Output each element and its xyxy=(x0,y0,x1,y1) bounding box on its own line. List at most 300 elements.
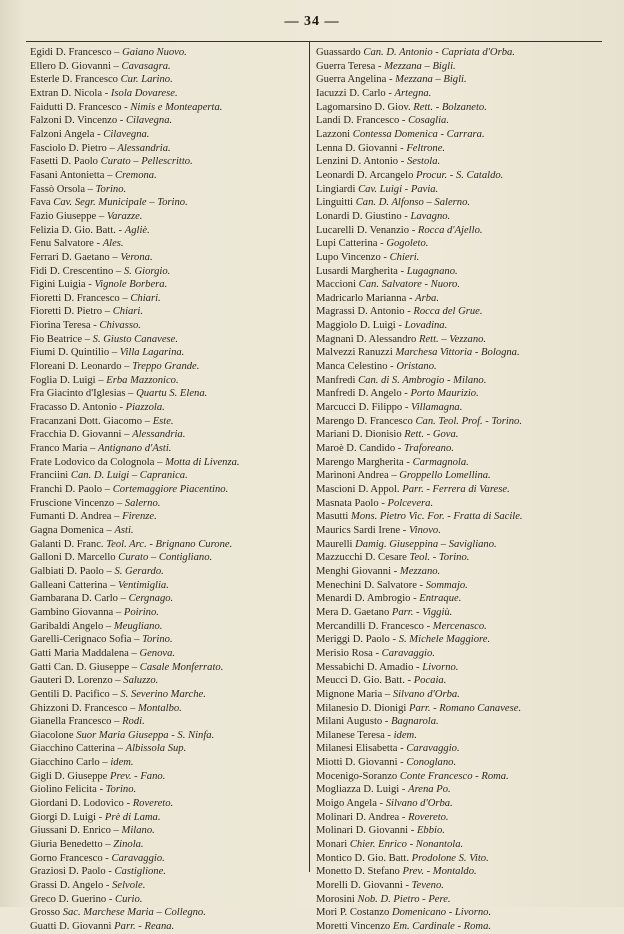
list-item xyxy=(30,633,306,647)
list-item xyxy=(316,319,604,333)
person-name: Gauteri D. Lorenzo – xyxy=(30,675,121,687)
list-item xyxy=(30,456,306,470)
place-name: Torino. xyxy=(105,784,137,796)
place-name: Bagnarola. xyxy=(391,716,439,728)
person-name: Manca Celestino - xyxy=(316,361,394,373)
list-item xyxy=(30,265,306,279)
person-name: Galbiati D. Paolo – xyxy=(30,565,112,577)
list-item xyxy=(30,374,306,388)
place-name: Ebbio. xyxy=(416,825,445,837)
person-name: Giolino Felicita - xyxy=(30,784,103,796)
person-name: Ferrari D. Gaetano – xyxy=(30,251,118,263)
list-item xyxy=(316,224,604,238)
list-item xyxy=(30,742,306,756)
person-name: Fiumi D. Quintilio – xyxy=(30,347,118,359)
person-name: Franchi D. Paolo – xyxy=(30,484,111,495)
list-item xyxy=(316,305,604,319)
list-item xyxy=(316,292,604,306)
list-item xyxy=(30,46,306,60)
right-column xyxy=(316,46,604,934)
person-name: Lupo Vincenzo - xyxy=(316,251,387,263)
place-name: Sestola. xyxy=(406,156,441,168)
list-item xyxy=(316,497,604,511)
person-name: Mocenigo-Soranzo xyxy=(316,770,398,782)
person-name: Mogliazza D. Luigi - xyxy=(316,784,406,796)
place-name: Selvole. xyxy=(112,880,146,892)
list-item xyxy=(30,770,306,784)
place-name: Alessandria. xyxy=(132,429,186,441)
person-name: Marcucci D. Filippo - xyxy=(316,402,409,414)
column-divider xyxy=(309,42,310,872)
place-name: Can. Salvatore - Nuoro. xyxy=(358,279,460,291)
person-name: Fracchia D. Giovanni – xyxy=(30,429,130,441)
place-name: S. Giusto Canavese. xyxy=(92,333,179,345)
place-name: Mons. Pietro Vic. For. - Fratta di Sacile. xyxy=(351,511,523,523)
person-name: Milanesi Elisabetta - xyxy=(316,743,404,755)
person-name: Gigli D. Giuseppe xyxy=(30,770,108,782)
place-name: Este. xyxy=(152,415,174,427)
list-item xyxy=(316,251,604,265)
place-name: Sommajo. xyxy=(425,579,468,591)
place-name: Villa Lagarina. xyxy=(119,347,185,359)
person-name: Foglia D. Luigi – xyxy=(30,374,104,386)
place-name: Em. Cardinale - Roma. xyxy=(392,921,492,932)
place-name: Vignole Borbera. xyxy=(94,279,168,291)
place-name: Mercenasco. xyxy=(432,620,487,632)
place-name: Torino. xyxy=(142,634,173,646)
list-item xyxy=(30,661,306,675)
place-name: Zinola. xyxy=(113,839,144,851)
place-name: Can. D. Alfonso – Salerno. xyxy=(355,197,471,209)
list-item xyxy=(30,142,306,156)
person-name: Moigo Angela - xyxy=(316,798,384,810)
place-name: Rocca del Grue. xyxy=(413,306,483,318)
place-name: Entraque. xyxy=(419,593,462,605)
list-item xyxy=(316,401,604,415)
place-name: Cavasagra. xyxy=(121,60,171,72)
list-item xyxy=(316,155,604,169)
person-name: Faidutti D. Francesco - xyxy=(30,101,128,113)
person-name: Mascioni D. Appol. xyxy=(316,484,400,495)
place-name: Prodolone S. Vito. xyxy=(411,852,489,864)
person-name: Gorno Francesco - xyxy=(30,852,109,864)
person-name: Morelli D. Giovanni - xyxy=(316,880,409,892)
person-name: Giacchino Catterina – xyxy=(30,743,123,755)
person-name: Manfredi D. Angelo - xyxy=(316,388,408,400)
place-name: Quartu S. Elena. xyxy=(136,388,208,400)
list-item xyxy=(30,114,306,128)
person-name: Giuria Benedetto – xyxy=(30,839,111,851)
list-item xyxy=(30,169,306,183)
person-name: Mera D. Gaetano xyxy=(316,606,390,618)
place-name: Caravaggio. xyxy=(111,852,165,864)
list-item xyxy=(316,702,604,716)
person-name: Miotti D. Giovanni - xyxy=(316,757,404,769)
person-name: Morosini xyxy=(316,893,355,905)
person-name: Floreani D. Leonardo – xyxy=(30,361,130,373)
person-name: Fruscione Vincenzo – xyxy=(30,497,123,509)
place-name: Can. Teol. Prof. - Torino. xyxy=(415,415,523,427)
place-name: Curato – Pellescritto. xyxy=(100,156,193,168)
list-item xyxy=(30,155,306,169)
place-name: Rett. – Vezzano. xyxy=(419,333,487,345)
person-name: Garelli-Cerignaco Sofia – xyxy=(30,634,140,646)
person-name: Milani Augusto - xyxy=(316,716,389,728)
place-name: Cortemaggiore Piacentino. xyxy=(112,484,229,495)
person-name: Mazzucchi D. Cesare xyxy=(316,552,407,564)
place-name: Teol. Arc. - Brignano Curone. xyxy=(106,538,233,550)
person-name: Mignone Maria – xyxy=(316,688,391,700)
person-name: Grosso xyxy=(30,907,61,919)
list-item xyxy=(30,442,306,456)
list-item xyxy=(316,374,604,388)
list-item xyxy=(30,415,306,429)
person-name: Fasani Antonietta – xyxy=(30,169,113,181)
place-name: Damig. Giuseppina – Savigliano. xyxy=(355,538,497,550)
person-name: Menechini D. Salvatore - xyxy=(316,579,424,591)
list-item xyxy=(30,60,306,74)
list-item xyxy=(316,524,604,538)
person-name: Fenu Salvatore - xyxy=(30,238,101,250)
list-item xyxy=(316,114,604,128)
list-item xyxy=(30,278,306,292)
place-name: Piazzola. xyxy=(125,402,165,414)
list-item xyxy=(30,305,306,319)
list-item xyxy=(316,797,604,811)
person-name: Fidi D. Crescentino – xyxy=(30,265,122,277)
person-name: Meriggi D. Paolo - xyxy=(316,634,397,646)
place-name: Motta di Livenza. xyxy=(165,456,240,468)
place-name: Milano. xyxy=(121,825,155,837)
person-name: Guerra Angelina - xyxy=(316,74,393,86)
person-name: Gatti Maria Maddalena – xyxy=(30,647,137,659)
list-item xyxy=(316,469,604,483)
person-name: Fio Beatrice – xyxy=(30,333,91,345)
place-name: Parr. - Romano Canavese. xyxy=(409,702,522,714)
person-name: Gianella Francesco – xyxy=(30,716,120,728)
place-name: Porto Maurizio. xyxy=(410,388,479,400)
person-name: Mariani D. Dionisio xyxy=(316,429,402,441)
place-name: Casale Monferrato. xyxy=(139,661,224,673)
list-item xyxy=(30,251,306,265)
person-name: Molinari D. Andrea - xyxy=(316,811,406,823)
place-name: Verona. xyxy=(120,251,153,263)
list-item xyxy=(30,510,306,524)
list-item xyxy=(316,46,604,60)
place-name: S. Michele Maggiore. xyxy=(398,634,491,646)
place-name: Lovadina. xyxy=(404,320,448,332)
place-name: idem. xyxy=(110,757,134,769)
list-item xyxy=(30,852,306,866)
place-name: Teol. - Torino. xyxy=(409,552,470,564)
list-item xyxy=(30,333,306,347)
person-name: Monetto D. Stefano xyxy=(316,866,400,878)
list-item xyxy=(316,715,604,729)
person-name: Fasciolo D. Pietro – xyxy=(30,142,115,154)
place-name: Castiglione. xyxy=(114,866,166,878)
list-item xyxy=(30,87,306,101)
person-name: Grassi D. Angelo - xyxy=(30,880,110,892)
list-item xyxy=(30,893,306,907)
list-item xyxy=(316,688,604,702)
place-name: Artegna. xyxy=(394,87,432,99)
person-name: Esterle D. Francesco xyxy=(30,74,118,86)
place-name: Rocca d'Ajello. xyxy=(417,224,483,236)
list-item xyxy=(30,756,306,770)
place-name: Arba. xyxy=(415,292,439,304)
list-item xyxy=(30,606,306,620)
list-item xyxy=(30,401,306,415)
list-item xyxy=(316,360,604,374)
list-item xyxy=(30,811,306,825)
person-name: Egidi D. Francesco – xyxy=(30,47,120,58)
list-item xyxy=(316,879,604,893)
list-item xyxy=(30,729,306,743)
person-name: Giacchino Carlo – xyxy=(30,757,108,769)
person-name: Figini Luigia - xyxy=(30,279,92,291)
person-name: Manfredi xyxy=(316,374,356,386)
place-name: Cergnago. xyxy=(128,593,174,605)
list-item xyxy=(30,783,306,797)
list-item xyxy=(30,360,306,374)
place-name: Can. D. Antonio - Capriata d'Orba. xyxy=(363,47,515,58)
list-item xyxy=(316,824,604,838)
place-name: Caravaggio. xyxy=(406,743,460,755)
person-name: Franciini xyxy=(30,470,69,482)
list-item xyxy=(316,742,604,756)
list-item xyxy=(30,237,306,251)
place-name: Domenicano - Livorno. xyxy=(391,907,492,919)
place-name: Parr. - Reana. xyxy=(114,921,175,932)
place-name: Parr. - Viggiù. xyxy=(391,606,453,618)
list-item xyxy=(316,729,604,743)
list-item xyxy=(30,838,306,852)
person-name: Gagna Domenica – xyxy=(30,524,112,536)
person-name: Milanese Teresa - xyxy=(316,729,391,741)
list-item xyxy=(316,87,604,101)
list-item xyxy=(316,865,604,879)
place-name: Gaiano Nuovo. xyxy=(122,47,187,58)
list-item xyxy=(316,101,604,115)
place-name: Arena Po. xyxy=(408,784,451,796)
person-name: Galleani Catterina – xyxy=(30,579,116,591)
list-item xyxy=(316,661,604,675)
list-item xyxy=(316,620,604,634)
person-name: Menghi Giovanni - xyxy=(316,565,398,577)
person-name: Giussani D. Enrico – xyxy=(30,825,119,837)
list-item xyxy=(316,387,604,401)
place-name: Rett. - Gova. xyxy=(404,429,459,441)
place-name: Chiari. xyxy=(112,306,144,318)
place-name: Asti. xyxy=(114,524,134,536)
list-item xyxy=(30,647,306,661)
place-name: Procur. - S. Cataldo. xyxy=(416,169,504,181)
list-item xyxy=(316,346,604,360)
list-item xyxy=(316,852,604,866)
person-name: Messabichi D. Amadio - xyxy=(316,661,420,673)
person-name: Fumanti D. Andrea – xyxy=(30,511,120,523)
list-item xyxy=(30,538,306,552)
place-name: Cosaglia. xyxy=(408,115,450,127)
place-name: Sac. Marchese Maria – Collegno. xyxy=(62,907,206,919)
place-name: Caravaggio. xyxy=(381,647,435,659)
place-name: Erba Mazzonico. xyxy=(106,374,179,386)
person-name: Gambarana D. Carlo – xyxy=(30,593,126,605)
person-name: Greco D. Guerino - xyxy=(30,893,113,905)
place-name: Rovereto. xyxy=(132,798,174,810)
place-name: Saluzzo. xyxy=(123,675,159,687)
place-name: Meugliano. xyxy=(113,620,163,632)
place-name: Torino. xyxy=(95,183,127,195)
place-name: Mezzano. xyxy=(399,565,441,577)
list-item xyxy=(316,906,604,920)
list-item xyxy=(30,865,306,879)
place-name: Mezzana – Bigli. xyxy=(395,74,467,86)
person-name: Gambino Giovanna – xyxy=(30,606,122,618)
place-name: Rett. - Bolzaneto. xyxy=(413,101,487,113)
person-name: Fasetti D. Paolo xyxy=(30,156,98,168)
person-name: Moretti Vincenzo xyxy=(316,921,391,932)
place-name: Contessa Domenica - Carrara. xyxy=(352,128,485,140)
person-name: Marengo Margherita - xyxy=(316,456,410,468)
person-name: Fava xyxy=(30,197,51,209)
list-item xyxy=(30,715,306,729)
person-name: Guassardo xyxy=(316,47,361,58)
list-item xyxy=(30,824,306,838)
list-item xyxy=(316,237,604,251)
person-name: Fra Giacinto d'Iglesias – xyxy=(30,388,134,400)
place-name: Rovereto. xyxy=(408,811,449,823)
person-name: Gatti Can. D. Giuseppe – xyxy=(30,661,138,673)
list-item xyxy=(316,592,604,606)
list-item xyxy=(30,319,306,333)
person-name: Maurics Sardi Irene - xyxy=(316,524,407,536)
place-name: Montalbo. xyxy=(137,702,182,714)
place-name: Chieri. xyxy=(389,251,420,263)
place-name: Chiari. xyxy=(130,292,161,304)
person-name: Guerra Teresa - xyxy=(316,60,382,72)
list-item xyxy=(30,879,306,893)
person-name: Lenna D. Giovanni - xyxy=(316,142,404,154)
list-item xyxy=(316,278,604,292)
place-name: Cav. Luigi - Pavia. xyxy=(358,183,439,195)
place-name: Albissola Sup. xyxy=(125,743,187,755)
place-name: Teveno. xyxy=(411,880,444,892)
person-name: Meucci D. Gio. Batt. - xyxy=(316,675,412,687)
list-item xyxy=(316,73,604,87)
list-item xyxy=(30,469,306,483)
place-name: Carmagnola. xyxy=(412,456,469,468)
person-name: Monari xyxy=(316,839,348,851)
person-name: Gentili D. Pacifico – xyxy=(30,688,118,700)
place-name: Prè di Lama. xyxy=(104,811,161,823)
place-name: Cremona. xyxy=(115,169,157,181)
list-item xyxy=(316,551,604,565)
person-name: Iacuzzi D. Carlo - xyxy=(316,87,392,99)
place-name: Chier. Enrico - Nonantola. xyxy=(349,839,464,851)
person-name: Lonardi D. Giustino - xyxy=(316,210,408,222)
list-item xyxy=(30,920,306,934)
list-item xyxy=(316,265,604,279)
person-name: Madricarlo Marianna - xyxy=(316,292,413,304)
place-name: Silvano d'Orba. xyxy=(392,688,460,700)
place-name: Curio. xyxy=(115,893,143,905)
person-name: Fioretti D. Francesco – xyxy=(30,292,128,304)
list-item xyxy=(316,169,604,183)
person-name: Linguitti xyxy=(316,197,354,209)
list-item xyxy=(316,456,604,470)
list-item xyxy=(316,756,604,770)
place-name: S. Giorgio. xyxy=(123,265,171,277)
person-name: Merisio Rosa - xyxy=(316,647,379,659)
place-name: Ales. xyxy=(102,238,124,250)
list-item xyxy=(30,688,306,702)
list-item xyxy=(316,565,604,579)
place-name: idem. xyxy=(393,729,417,741)
person-name: Lazzoni xyxy=(316,128,351,140)
list-item xyxy=(30,196,306,210)
list-item xyxy=(316,415,604,429)
place-name: Feltrone. xyxy=(406,142,446,154)
list-item xyxy=(30,224,306,238)
place-name: Conoglano. xyxy=(406,757,457,769)
person-name: Mori P. Costanzo xyxy=(316,907,390,919)
place-name: Traforeano. xyxy=(403,443,454,455)
person-name: Lenzini D. Antonio - xyxy=(316,156,405,168)
person-name: Montico D. Gio. Batt. xyxy=(316,852,409,864)
place-name: Nob. D. Pietro - Pere. xyxy=(357,893,451,905)
person-name: Lupi Catterina - xyxy=(316,238,384,250)
place-name: Salerno. xyxy=(124,497,161,509)
person-name: Galanti D. Franc. xyxy=(30,538,104,550)
place-name: Livorno. xyxy=(422,661,459,673)
list-item xyxy=(316,210,604,224)
person-name: Fiorina Teresa - xyxy=(30,320,97,332)
place-name: Prev. - Fano. xyxy=(110,770,166,782)
list-item xyxy=(30,210,306,224)
list-item xyxy=(316,510,604,524)
place-name: Agliè. xyxy=(124,224,150,236)
place-name: Cilavegna. xyxy=(103,128,150,140)
person-name: Fioretti D. Pietro – xyxy=(30,306,111,318)
list-item xyxy=(316,674,604,688)
person-name: Molinari D. Giovanni - xyxy=(316,825,415,837)
list-item xyxy=(30,346,306,360)
person-name: Galloni D. Marcello xyxy=(30,552,116,564)
list-item xyxy=(316,633,604,647)
place-name: Silvano d'Orba. xyxy=(385,798,453,810)
person-name: Mercandilli D. Francesco - xyxy=(316,620,431,632)
place-name: Parr. - Ferrera di Varese. xyxy=(402,484,510,495)
list-item xyxy=(316,893,604,907)
list-item xyxy=(316,196,604,210)
place-name: Marchesa Vittoria - Bologna. xyxy=(395,347,520,359)
person-name: Leonardi D. Arcangelo xyxy=(316,169,414,181)
list-item xyxy=(30,292,306,306)
person-name: Giacolone xyxy=(30,729,74,741)
place-name: Can. D. Luigi – Capranica. xyxy=(70,470,188,482)
place-name: Mezzana – Bigli. xyxy=(384,60,456,72)
person-name: Fracanzani Dott. Giacomo – xyxy=(30,415,151,427)
place-name: S. Severino Marche. xyxy=(120,688,206,700)
list-item xyxy=(30,565,306,579)
list-item xyxy=(30,428,306,442)
list-item xyxy=(316,770,604,784)
person-name: Masnata Paolo - xyxy=(316,497,385,509)
person-name: Giordani D. Lodovico - xyxy=(30,798,131,810)
place-name: Poirino. xyxy=(123,606,159,618)
place-name: Villamagna. xyxy=(411,402,463,414)
